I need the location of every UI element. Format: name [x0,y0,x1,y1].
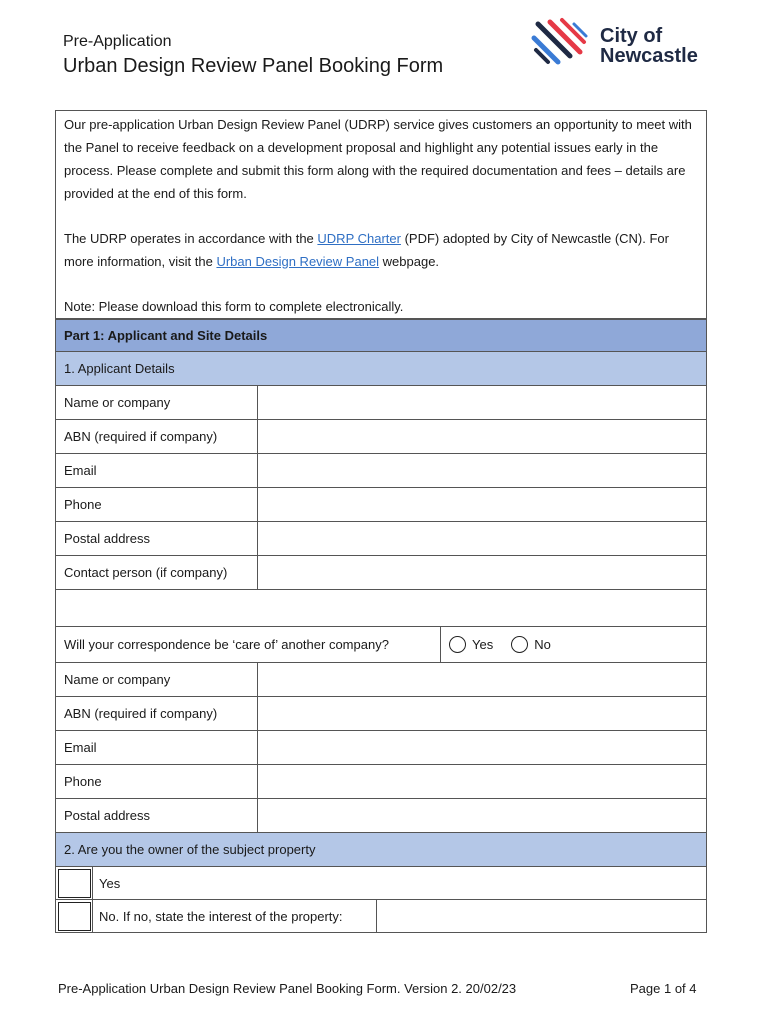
field-row-postal [56,521,706,555]
care-abn-input[interactable] [258,697,706,730]
document-subtitle: Pre-Application [63,33,172,50]
intro-paragraph-2 [64,227,698,273]
field-row-phone [56,487,706,521]
field-row-email [56,453,706,487]
field-label: Postal address [56,799,258,832]
field-label: ABN (required if company) [56,697,258,730]
field-row-contact [56,555,706,589]
owner-yes-checkbox[interactable] [58,869,91,898]
care-field-row-postal [56,798,706,832]
field-label: Contact person (if company) [56,556,258,589]
intro-p2-text-b: (PDF) adopted by City of Newcastle (CN). For more information, visit the [64,231,669,269]
property-interest-input[interactable] [377,900,706,932]
care-email-input[interactable] [258,731,706,764]
logo-mark-icon [530,16,590,70]
care-of-yes-label: Yes [472,637,494,652]
intro-paragraph-1: Our pre-application Urban Design Review Panel (UDRP) service gives customers an opportunity to meet with the Panel to receive feedback on a development proposal and highlight any potential issues early in the process. Please complete and submit this form along with the required documentation and fees – details are provided at the end of this form. [64,117,692,201]
care-of-yes-radio[interactable] [449,636,466,653]
care-field-row-phone [56,764,706,798]
field-label: Email [56,731,258,764]
logo-text [600,26,698,66]
logo-text-line1: City of [600,25,663,47]
section2-heading: 2. Are you the owner of the subject property [56,832,706,866]
section1-heading: 1. Applicant Details [56,351,706,385]
field-label: Postal address [56,522,258,555]
care-of-question: Will your correspondence be ‘care of’ another company? [56,627,441,662]
field-row-name [56,385,706,419]
field-row-abn [56,419,706,453]
owner-no-checkbox[interactable] [58,902,91,931]
care-phone-input[interactable] [258,765,706,798]
intro-paragraph-3: Note: Please download this form to complete electronically. [64,299,404,314]
care-of-options [441,627,706,662]
care-field-row-abn [56,696,706,730]
care-of-row [56,626,706,662]
owner-no-cell [56,900,93,932]
email-input[interactable] [258,454,706,487]
intro-p2-text-c: webpage. [379,254,440,269]
care-field-row-name [56,662,706,696]
care-of-no-label: No [534,637,551,652]
booking-form [55,110,707,933]
care-postal-input[interactable] [258,799,706,832]
contact-person-input[interactable] [258,556,706,589]
footer-page-number: Page 1 of 4 [630,981,697,996]
owner-yes-row [56,866,706,899]
phone-input[interactable] [258,488,706,521]
field-label: Phone [56,765,258,798]
document-title: Urban Design Review Panel Booking Form [63,55,444,77]
intro-text [56,111,706,319]
care-field-row-email [56,730,706,764]
contact-overflow-input[interactable] [56,589,706,626]
city-of-newcastle-logo [530,16,720,70]
owner-no-label: No. If no, state the interest of the property: [93,900,377,932]
name-or-company-input[interactable] [258,386,706,419]
footer-version: Pre-Application Urban Design Review Panel Booking Form. Version 2. 20/02/23 [58,981,517,996]
field-label: Name or company [56,663,258,696]
udrp-charter-link[interactable]: UDRP Charter [317,231,401,246]
owner-yes-label: Yes [99,875,121,891]
owner-yes-cell [56,867,93,899]
owner-no-row [56,899,706,932]
care-of-no-radio[interactable] [511,636,528,653]
postal-address-input[interactable] [258,522,706,555]
abn-input[interactable] [258,420,706,453]
field-label: Phone [56,488,258,521]
part1-heading: Part 1: Applicant and Site Details [56,319,706,351]
field-label: Email [56,454,258,487]
udrp-webpage-link[interactable]: Urban Design Review Panel [216,254,380,269]
field-label: ABN (required if company) [56,420,258,453]
intro-p2-text-a: The UDRP operates in accordance with the [64,231,318,246]
field-label: Name or company [56,386,258,419]
logo-text-line2: Newcastle [600,45,698,67]
document-header [63,32,443,79]
care-name-input[interactable] [258,663,706,696]
